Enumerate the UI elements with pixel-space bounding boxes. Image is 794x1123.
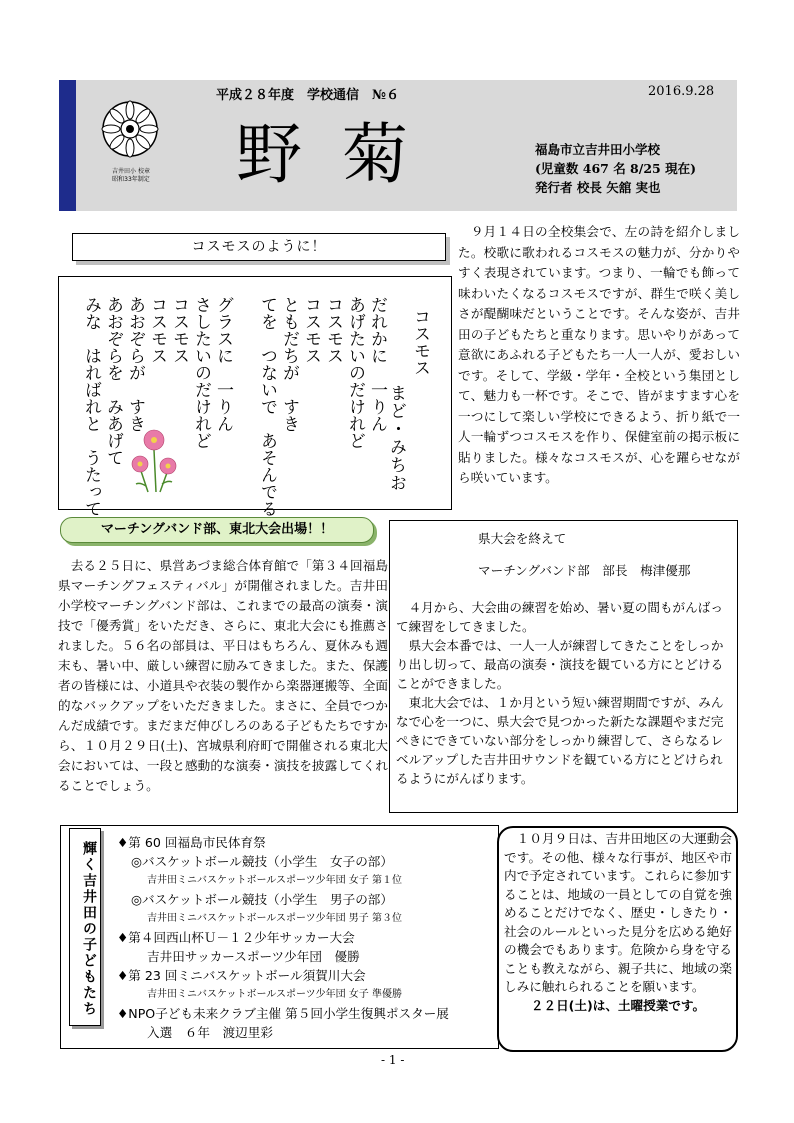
cosmos-flower-icon [126,428,182,494]
achievement-item: ♦第４回西山杯Ｕ－１２少年サッカー大会 [117,930,355,945]
newsletter-title: 野菊 [236,116,448,193]
achievement-item: 吉井田サッカースポーツ少年団 優勝 [147,949,360,964]
saturday-class-notice: ２２日(土)は、土曜授業です。 [530,997,706,1013]
achievement-item: ♦第 23 回ミニバスケットボール須賀川大会 [117,968,366,983]
achievement-item: ◎バスケットボール競技（小学生 女子の部） [131,854,393,869]
school-name: 福島市立吉井田小学校 [535,142,661,157]
report-paragraph: 東北大会では、１か月という短い練習期間ですが、みんなで心を一つに、県大会で見つかった新たな課題やまだ完ぺきにできていない部分をしっかり練習して、さらなるレベルアップした吉井田サウンドを観ている方にとどけられるようにがんばります。 [396,695,724,786]
achievement-item: ♦NPO子ども未来クラブ主催 第５回小学生復興ポスター展 [117,1006,449,1021]
emblem-caption-line: 昭和33年制定 [112,176,150,183]
achievements-list [117,833,492,1042]
enrollment: (児童数 467 名 8/25 現在) [535,161,696,176]
band-heading: マーチングバンド部、東北大会出場！！ [60,517,374,543]
poem-author: まど・みちお [386,384,406,492]
achievement-item: 吉井田ミニバスケットボールスポーツ少年団 男子 第３位 [147,913,402,924]
cosmos-heading: コスモスのように！ [72,233,446,261]
school-info [535,140,696,197]
report-title: 県大会を終えて [478,531,567,546]
page-number: - 1 - [381,1053,405,1067]
publisher: 発行者 校長 矢舘 実也 [535,180,661,195]
achievement-item: 吉井田ミニバスケットボールスポーツ少年団 女子 準優勝 [147,989,402,1000]
emblem-caption-line: 吉井田小 校章 [112,168,150,175]
report-author: マーチングバンド部 部長 梅津優那 [478,563,691,578]
school-emblem-icon [101,100,159,158]
cosmos-article: ９月１４日の全校集会で、左の詩を紹介しました。校歌に歌われるコスモスの魅力が、分かりやすく表現されています。つまり、一輪でも飾って味わいたくなるコスモスですが、群生で咲く美しさが醍醐味だということです。そんな姿が、吉井田の子どもたちと重なります。思いやりがあって意欲にあふれる子どもたち一人一人が、愛おしいです。そして、学級・学年・全校という集団として、魅力も一杯です。そこで、皆がますます心を一つにして楽しい学校にできるよう、折り紙で一人一輪ずつコスモスを作り、保健室前の掲示板に貼りました。様々なコスモスが、心を躍らせながら咲いています。 [458,224,740,485]
issue-line: 平成２８年度 学校通信 №６ [216,88,400,103]
band-article: 去る２５日に、県営あづま総合体育館で「第３４回福島県マーチングフェスティバル」が開催されました。吉井田小学校マーチングバンド部は、これまでの最高の演奏・演技で「優秀賞」をいただき、さらに、東北大会にも推薦されました。５６名の部員は、平日はもちろん、夏休みも週末も、暑い中、厳しい練習に励みてきました。また、保護者の皆様には、小道具や衣装の製作から楽器運搬等、全面的なバックアップをいただきました。まさに、全員でつかんだ成績です。まだまだ伸びしろのある子どもたちですから、１０月２９日(土)、宮城県利府町で開催される東北大会においては、一段と感動的な演奏・演技を披露してくれることでしょう。 [58,558,388,793]
poem-title: コスモス [410,308,430,376]
poem-text: だれかに 一りん あげたいのだけれど コスモス コスモス ともだちが すき てを つないで あそんでる グラスに 一りん さしたいのだけれど コスモス コスモス あおぞらが すき あおぞらを みあげて みな はればれと うたって [81,296,387,517]
event-notice [504,830,732,1015]
achievements-label: 輝く吉井田の子どもたち [81,841,97,1017]
report-paragraph: 県大会本番では、一人一人が練習してきたことをしっかり出し切って、最高の演奏・演技を観ている方にとどけることができました。 [396,638,724,691]
achievement-item: ♦第 60 回福島市民体育祭 [117,835,266,850]
issue-date: 2016.9.28 [648,84,715,99]
achievement-item: 吉井田ミニバスケットボールスポーツ少年団 女子 第１位 [147,875,402,886]
masthead-accent-bar [59,80,76,211]
report-paragraph: ４月から、大会曲の練習を始め、暑い夏の間もがんばって練習をしてきました。 [396,600,723,634]
emblem-caption [96,168,166,184]
report-text [396,598,731,788]
achievement-item: 入選 ６年 渡辺里彩 [147,1025,273,1040]
achievement-item: ◎バスケットボール競技（小学生 男子の部） [131,892,393,907]
event-text: １０月９日は、吉井田地区の大運動会です。その他、様々な行事が、地区や市内で予定されています。これらに参加することは、地域の一員としての自覚を強めることだけでなく、歴史・しきたり・社会のルールといった見分を広める絶好の機会でもあります。危険から身を守ることも教えながら、親子共に、地域の楽しみに触れられることを願います。 [504,831,732,994]
